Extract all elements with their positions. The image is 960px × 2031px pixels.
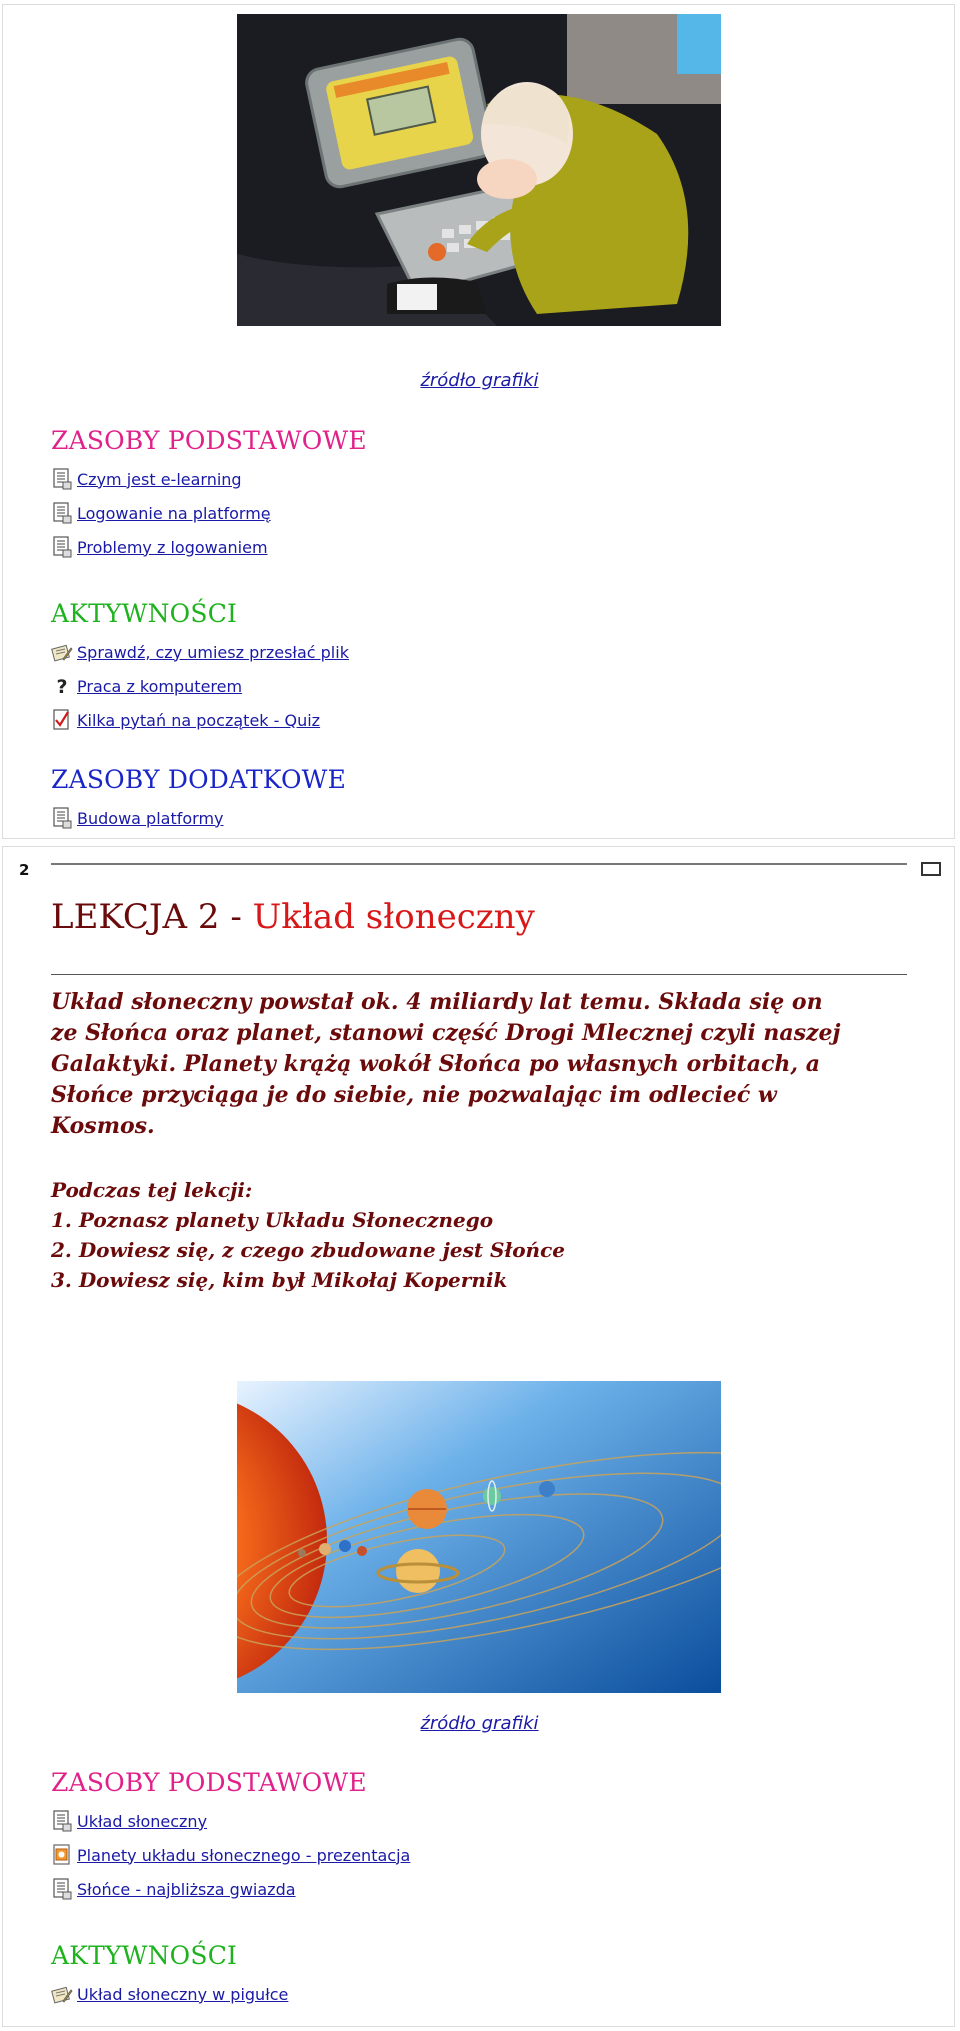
resource-link[interactable]: Problemy z logowaniem <box>77 537 268 557</box>
resource-item-planets-presentation[interactable] <box>51 1842 410 1868</box>
activity-item-solar-system-summary[interactable] <box>51 1981 288 2007</box>
page-icon <box>51 502 73 524</box>
lesson-intro <box>51 987 911 1142</box>
basic-resources-heading: ZASOBY PODSTAWOWE <box>51 426 367 455</box>
intro-line: Słońce przyciąga je do siebie, nie pozwalając im odlecieć w <box>51 1082 777 1108</box>
collapse-toggle-button[interactable] <box>921 862 941 876</box>
page-icon <box>51 536 73 558</box>
plan-line: 2. Dowiesz się, z czego zbudowane jest Słońce <box>51 1238 565 1262</box>
resource-item-sun[interactable] <box>51 1876 296 1902</box>
intro-line: Galaktyki. Planety krążą wokół Słońca po własnych orbitach, a <box>51 1051 820 1077</box>
basic-resources-heading: ZASOBY PODSTAWOWE <box>51 1768 367 1797</box>
section-number: 2 <box>19 861 30 879</box>
presentation-icon <box>51 1844 73 1866</box>
resource-item-solar-system[interactable] <box>51 1808 207 1834</box>
activity-link[interactable]: Układ słoneczny w pigułce <box>77 1984 289 2004</box>
resource-link[interactable]: Planety układu słonecznego - prezentacja <box>77 1845 411 1865</box>
intro-line: Kosmos. <box>51 1113 155 1139</box>
baby-laptop-image <box>237 14 721 326</box>
intro-line: Układ słoneczny powstał ok. 4 miliardy lat temu. Składa się on <box>51 989 823 1015</box>
resource-link[interactable]: Słońce - najbliższa gwiazda <box>77 1879 296 1899</box>
activity-link[interactable]: Kilka pytań na początek - Quiz <box>77 710 321 730</box>
intro-line: ze Słońca oraz planet, stanowi część Drogi Mlecznej czyli naszej <box>51 1020 841 1046</box>
lesson-title-topic: Układ słoneczny <box>252 897 535 937</box>
resource-link[interactable]: Czym jest e-learning <box>77 469 242 489</box>
plan-line: 3. Dowiesz się, kim był Mikołaj Kopernik <box>51 1268 508 1292</box>
lesson-title <box>51 897 535 937</box>
plan-line: Podczas tej lekcji: <box>51 1178 253 1202</box>
lesson-title-prefix: LEKCJA 2 - <box>51 897 253 937</box>
resource-link[interactable]: Logowanie na platformę <box>77 503 271 523</box>
assignment-icon <box>51 641 73 663</box>
resource-link[interactable]: Budowa platformy <box>77 808 224 828</box>
page-icon <box>51 1878 73 1900</box>
activity-link[interactable]: Sprawdź, czy umiesz przesłać plik <box>77 642 349 662</box>
divider <box>51 863 907 865</box>
activities-heading: AKTYWNOŚCI <box>51 599 238 628</box>
course-section-1 <box>2 4 955 839</box>
assignment-icon <box>51 1983 73 2005</box>
image-source-link[interactable]: źródło grafiki <box>420 370 539 391</box>
resource-item-login-problems[interactable] <box>51 534 268 560</box>
extra-resources-heading: ZASOBY DODATKOWE <box>51 765 347 794</box>
solar-system-image <box>237 1381 721 1693</box>
resource-item-elearning[interactable] <box>51 466 242 492</box>
resource-item-platform-structure[interactable] <box>51 805 224 831</box>
page-icon <box>51 468 73 490</box>
activity-item-quiz[interactable] <box>51 707 320 733</box>
plan-line: 1. Poznasz planety Układu Słonecznego <box>51 1208 494 1232</box>
activities-heading: AKTYWNOŚCI <box>51 1941 238 1970</box>
page-icon <box>51 807 73 829</box>
resource-link[interactable]: Układ słoneczny <box>77 1811 208 1831</box>
course-section-2 <box>2 846 955 2027</box>
divider <box>51 974 907 975</box>
lesson-plan <box>51 1175 911 1295</box>
resource-item-login[interactable] <box>51 500 271 526</box>
activity-link[interactable]: Praca z komputerem <box>77 676 243 696</box>
activity-item-computer-work[interactable] <box>51 673 242 699</box>
question-icon <box>51 675 73 697</box>
image-source-link[interactable]: źródło grafiki <box>420 1713 539 1734</box>
quiz-icon <box>51 709 73 731</box>
activity-item-upload[interactable] <box>51 639 349 665</box>
page-icon <box>51 1810 73 1832</box>
